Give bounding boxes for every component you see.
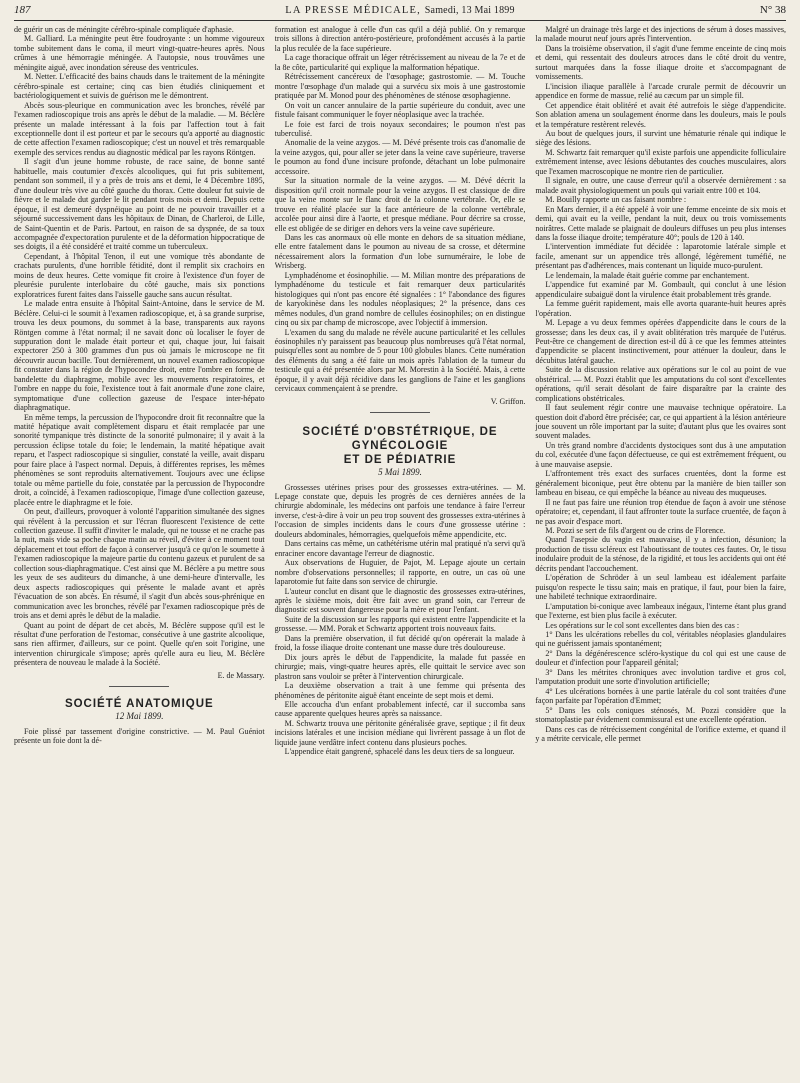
paragraph: Quand l'asepsie du vagin est mauvaise, il y a infection, désunion; la production de tissu scléreux est l'aboutissant de toutes ces fautes. Or, le tissu inodulaire produit de la sténose, de la rigidité, et tous les accidents qui ont été décrits pendant l'accouchement. bbox=[535, 535, 786, 573]
paragraph: Un très grand nombre d'accidents dystociques sont dus à une amputation du col, exécutée d'une façon défectueuse, ce qui est extrêmement fréquent, ou à une mauvaise asepsie. bbox=[535, 440, 786, 469]
paragraph: M. Pozzi se sert de fils d'argent ou de crins de Florence. bbox=[545, 526, 726, 536]
paragraph: Dans la troisième observation, il s'agit d'une femme enceinte de cinq mois et demi, qui ressentait des douleurs atroces dans le côté droit du ventre, surtout marquées dans la fosse iliaque droite et s'accompagnant de vomissements. bbox=[535, 43, 786, 82]
paragraph: Cet appendice était oblitéré et avait été autrefois le siège d'appendicite. Son ablation amena un soulagement énorme dans les douleurs, mais le pouls et la température restèrent relevés. bbox=[535, 100, 786, 129]
journal-title bbox=[74, 5, 726, 16]
paragraph: Le lendemain, la malade était guérie comme par enchantement. bbox=[545, 270, 750, 280]
paragraph: Le foie est farci de trois noyaux secondaires; le poumon n'est pas tuberculisé. bbox=[274, 119, 526, 138]
section-date: 12 Mai 1899. bbox=[115, 711, 164, 722]
paragraph: La femme guérit rapidement, mais elle avorta quarante-huit heures après l'opération. bbox=[535, 299, 786, 318]
column-2 bbox=[275, 25, 526, 1083]
paragraph: L'opération de Schröder à un seul lambeau est idéalement parfaite puisqu'on respecte le tissu sain; mais en pratique, il faut, pour bien la faire, une habileté technique extraordinaire. bbox=[535, 573, 786, 602]
paragraph: 5° Dans les cols coniques sténosés, M. Pozzi considère que la stomatoplastie par évidement commissural est une excellente opération. bbox=[535, 705, 786, 725]
paragraph: L'incision iliaque parallèle à l'arcade crurale permit de découvrir un appendice en forme de massue, relié au cæcum par un simple fil. bbox=[535, 81, 786, 101]
section-heading bbox=[275, 425, 526, 467]
paragraph: M. Galliard. La méningite peut être foudroyante : un homme vigoureux tombe subitement dans le coma, il meurt vingt-quatre-heures après. Nous crûmes à une hémorragie méningée. A l'autopsie, nous trouvâmes une méningite aiguë, avec inondation séreuse des ventricules. bbox=[14, 34, 265, 72]
paragraph: Suite de la discussion sur les rapports qui existent entre l'appendicite et la grossesse. — MM. Porak et Schwartz apportent trois nouveaux faits. bbox=[274, 614, 526, 634]
paragraph: Anomalie de la veine azygos. — M. Dévé présente trois cas d'anomalie de la veine azygos, qui, pour aller se jeter dans la veine cave supérieure, traverse le poumon au fond d'une incisure profonde, détachant un lobe pulmonaire accessoire. bbox=[274, 138, 526, 176]
page-number: 187 bbox=[14, 4, 31, 16]
paragraph: L'examen du sang du malade ne révèle aucune particularité et les cellules éosinophiles n'y paraissent pas beaucoup plus nombreuses qu'à l'état normal, puisqu'elles sont au nombre de 5 pour 100 globules blancs. Cette numération des éléments du sang a été faite un mois après l'ablation de la tumeur du testicule qui a été présentée alors par M. Morestin à la Société. Mais, à cette époque, il y avait déjà récidive dans les ganglions de l'aine et les ganglions cervicaux commençaient à se prendre. bbox=[274, 327, 526, 394]
paragraph: Dans ces cas de rétrécissement congénital de l'orifice externe, et quand il y a métrite cervicale, elle permet bbox=[535, 724, 786, 743]
paragraph: Malgré un drainage très large et des injections de sérum à doses massives, la malade mourut neuf jours après l'intervention. bbox=[535, 25, 786, 44]
paragraph: Foie plissé par tassement d'origine constrictive. — M. Paul Guéniot présente un foie dont la dé- bbox=[14, 726, 265, 746]
paragraph: Aux observations de Huguier, de Pajot, M. Lepage ajoute un certain nombre d'observations personnelles; il rapporte, en outre, un cas où une laparotomie fut faite dans son service de chirurgie. bbox=[274, 558, 526, 587]
paragraph: M. Schwartz trouva une péritonite généralisée grave, septique ; il fit deux incisions latérales et une incision médiane qui livrèrent passage à un flot de liquide jaune verdâtre infect contenu dans plusieurs poches. bbox=[274, 718, 526, 747]
paragraph: formation est analogue à celle d'un cas qu'il a déjà publié. On y remarque trois sillons à direction antéro-postérieure, profondément accusés à la partie la plus reculée de la face supérieure. bbox=[274, 25, 526, 53]
paragraph: Abcès sous-pleurique en communication avec les bronches, révélé par l'examen radioscopique trois ans après le début de la maladie. — M. Béclère présente un malade intéressant à la fois par l'affection tout à fait exceptionnelle dont il est porteur et par le secours qu'a apporté au diagnostic de cette affection l'examen radioscopique; c'est un nouvel et très remarquable exemple des services rendus au diagnostic médical par les rayons Röntgen. bbox=[14, 100, 265, 157]
paragraph: M. Bouilly rapporte un cas faisant nombre : bbox=[545, 195, 687, 205]
paragraph: Quant au point de départ de cet abcès, M. Béclère suppose qu'il est le résultat d'une perforation de l'estomac, consécutive à une gastrite alcoolique, sans rien affirmer, d'ailleurs, sur ce point. Quelle qu'en soit l'origine, une intervention chirurgicale s'impose; après qu'elle aura eu lieu, M. Béclère présentera de nouveau le malade à la Société. bbox=[14, 620, 265, 668]
paragraph: Au bout de quelques jours, il survint une hématurie rénale qui indique le siège des lésions. bbox=[535, 128, 786, 148]
divider bbox=[109, 686, 169, 687]
paragraph: L'intervention immédiate fut décidée : laparotomie latérale simple et facile, amenant sur un appendice très allongé, légèrement tuméfié, ne présentant pas d'adhérences, mais contenant un liquide muco-purulent. bbox=[535, 242, 786, 271]
paragraph: On peut, d'ailleurs, provoquer à volonté l'apparition simultanée des signes qui révèlent à la percussion et sur l'écran fluorescent l'existence de cette collection gazeuse. Il suffit d'inviter le malade, qui ne tousse et ne crache pas la nuit, mais vide sa poche chaque matin au réveil, d'éviter à ce moment tout déplacement et tout effort de façon à conserver jusqu'à ce qu'on le soumette à l'examen radioscopique la majeure partie du contenu gazeux et purulent de sa collection sous-diaphragmatique. C'est ainsi que M. Béclère a pu mettre sous les yeux de ses auditeurs du dimanche, à une demi-heure d'intervalle, les deux aspects radioscopiques qui présente le malade avant et après l'évacuation de son abcès. En résumé, il s'agit d'un abcès sous-phrénique en communication avec les bronches, révélé par l'examen radioscopique près de trois ans et demi après le début de la maladie. bbox=[14, 507, 265, 621]
paragraph: Dans la première observation, il fut décidé qu'on opérerait la malade à froid, la fosse iliaque droite contenant une masse dure très douloureuse. bbox=[274, 633, 526, 653]
paragraph: Le malade entra ensuite à l'hôpital Saint-Antoine, dans le service de M. Béclère. Celui-ci le soumit à l'examen radioscopique, et, à sa grande surprise, trouva les deux poumons, du sommet à la base, transparents aux rayons Röntgen comme à l'état normal; il ne savait donc où localiser le foyer de suppuration dont le malade était porteur et qui, chaque jour, lui faisait expectorer 250 à 300 grammes d'un pus où jamais le microscope ne fit découvrir aucun bacille. Tout dernièrement, un nouvel examen radioscopique fit constater dans la région de l'hypocondre droit, entre l'ombre en forme de bandelette du diaphragme, mobile avec les mouvements respiratoires, et l'ombre en nappe du foie, l'existence tout à fait anormale d'une zone claire, symptomatique d'une collection gazeuse de l'espace inter-hépato diaphragmatique. bbox=[14, 299, 265, 413]
paragraph: En même temps, la percussion de l'hypocondre droit fit reconnaître que la matité hépatique avait complètement disparu et était remplacée par une sonorité tympanique très distincte de la sonorité pulmonaire; il y avait à la percussion éclipse totale du foie; le lendemain, la matité hépatique avait reparu, et l'aspect radioscopique si singulier, constaté la veille, avait disparu pour faire place à l'aspect normal. Depuis, à différentes reprises, les mêmes phénomènes se sont reproduits alternativement. Toujours avec une éclipse totale ou même partielle du foie, constatée par la percussion de l'hypocondre droit, a coïncidé, à l'examen radioscopique, l'image d'une collection gazeuse, placée entre le diaphragme et le foie. bbox=[14, 412, 265, 507]
column-3 bbox=[535, 25, 786, 1083]
paragraph: Lymphadénome et éosinophilie. — M. Milian montre des préparations de lymphadénome du testicule et fait remarquer deux particularités histologiques qui n'ont pas encore été signalées : 1° l'abondance des figures de karyokinèse dans les nodules néoplasiques; 2° la présence, dans ces mêmes nodules, d'un grand nombre de cellules éosinophiles; on en distingue cinq ou six par champ de microscope, avec l'objectif à immersion. bbox=[274, 270, 526, 328]
section-heading-line-2: ET DE PÉDIATRIE bbox=[343, 454, 457, 467]
paragraph: L'appendice fut examiné par M. Gombault, qui conclut à une lésion appendiculaire subaiguë dont la virulence était probablement très grande. bbox=[535, 280, 786, 299]
paragraph: M. Lepage a vu deux femmes opérées d'appendicite dans le cours de la grossesse; dans les deux cas, il y avait oblitération très marquée de l'utérus. Peut-être ce changement de direction est-il dû à ce que les femmes atteintes d'appendicite se placent instinctivement, pour atténuer la douleur, dans le décubitus latéral gauche. bbox=[535, 318, 786, 365]
paragraph: Suite de la discussion relative aux opérations sur le col au point de vue obstétrical. — M. Pozzi établit que les amputations du col sont d'excellentes opérations, qu'il serait désolant de faire disparaître par la crainte des complications obstétricales. bbox=[535, 365, 786, 403]
paragraph: L'auteur conclut en disant que le diagnostic des grossesses extra-utérines, après le sixième mois, doit être fait avec un grand soin, car l'erreur de diagnostic est souvent dangereuse pour la mère et pour l'enfant. bbox=[274, 586, 526, 615]
running-header bbox=[14, 4, 786, 21]
paragraph: Il faut seulement régir contre une mauvaise technique opératoire. La question doit d'abord être précisée; car, ce qui appartient à la lésion antérieure joue souvent un rôle important par la suite; d'autant plus que les ovaires sont souvent malades. bbox=[535, 403, 786, 441]
paragraph: Les opérations sur le col sont excellentes dans bien des cas : bbox=[545, 620, 740, 630]
paragraph: Dix jours après le début de l'appendicite, la malade fut passée en chirurgie; mais, vingt-quatre heures après, elle quittait le service avec son plastron sans vouloir se prêter à l'intervention chirurgicale. bbox=[274, 652, 526, 681]
paragraph: Il s'agit d'un jeune homme robuste, de race saine, de bonne santé habituelle, mais coutumier d'excès alcooliques, qui fut pris subitement, pendant son sommeil, il y a près de trois ans et demi, le 4 Décembre 1895, d'une douleur très vive au côté gauche du thorax. Cette douleur fut suivie de fièvre et le malade dut garder le lit pendant trois mois et demi. Depuis cette époque, il est demeuré dyspnéique au point de ne pouvoir travailler et a séjourné successivement dans les hôpitaux de Dinan, de Charleroi, de Lille, de Saint-Quentin et de Paris. Partout, en raison de sa dyspnée, de sa toux accompagnée d'expectoration purulente et de la déformation hippocratique de ses doigts, il a été considéré et traité comme un tuberculeux. bbox=[14, 157, 265, 252]
author-signature: V. Griffon. bbox=[490, 396, 526, 406]
paragraph: Il signale, en outre, une cause d'erreur qu'il a observée dernièrement : sa malade avait physiologiquement un pouls qui variait entre 100 et 104. bbox=[535, 176, 786, 195]
paragraph: L'appendice était gangrené, sphacelé dans les deux tiers de sa longueur. bbox=[284, 747, 515, 757]
paragraph: Sur la situation normale de la veine azygos. — M. Dévé décrit la disposition qu'il croit normale pour la veine azygos. Il est classique de dire que la veine monte sur le flanc droit de la colonne vertébrale. Or, elle se trouve en réalité placée sur la face antérieure de la colonne vertébrale, accolée pour ainsi dire à l'aorte, et presque médiane. Pour décrire sa crosse, elle est obligée de se diriger en dehors vers la veine cave supérieure. bbox=[274, 176, 526, 233]
paragraph: Dans certains cas même, un cathétérisme utérin mal pratiqué n'a servi qu'à enraciner encore davantage l'erreur de diagnostic. bbox=[274, 539, 526, 558]
text-columns bbox=[14, 25, 786, 1083]
paragraph: Elle accoucha d'un enfant probablement infecté, car il succomba sans cause apparente quelques heures après sa naissance. bbox=[274, 700, 526, 719]
column-1 bbox=[14, 25, 265, 1083]
section-heading-line-1: SOCIÉTÉ D'OBSTÉTRIQUE, DE GYNÉCOLOGIE bbox=[302, 426, 498, 453]
paragraph: Dans les cas anormaux où elle monte en dehors de sa situation médiane, elle entre fatalement dans le poumon au niveau de sa crosse, et détermine nécessairement alors la formation d'un lobe surnuméraire, le lobe de Wrisberg. bbox=[274, 232, 526, 271]
paragraph: de guérir un cas de méningite cérébro-spinale compliquée d'aphasie. bbox=[14, 25, 234, 34]
paragraph: M. Schwartz fait remarquer qu'il existe parfois une appendicite folliculaire extrêmement intense, avec lésions débutantes des couches musculaires, alors que l'examen macroscopique ne montre rien de particulier. bbox=[535, 147, 786, 176]
paragraph: La cage thoracique offrait un léger rétrécissement au niveau de la 7e et de la 8e côte, particularité qui explique la malformation hépatique. bbox=[274, 53, 526, 72]
author-signature: E. de Massary. bbox=[217, 670, 265, 680]
paragraph: En Mars dernier, il a été appelé à voir une femme enceinte de six mois et demi, qui avait eu la veille, pendant la nuit, deux ou trois vomissements noirâtres. Cette malade se plaignait de douleurs diffuses un peu plus intenses dans la fosse iliaque droite; température 40°; pouls de 120 à 140. bbox=[535, 204, 786, 242]
paragraph: Cependant, à l'hôpital Tenon, il eut une vomique très abondante de crachats purulents, d'une horrible fétidité, dont il remplit six crachoirs en moins de deux heures. Cette vomique fit croire à l'existence d'un foyer de pleurésie purulente interlobaire du côté gauche, mais six ponctions exploratrices furent faites dans l'aisselle gauche sans aucun résultat. bbox=[14, 251, 265, 299]
divider bbox=[370, 412, 430, 413]
paragraph: L'affrontement très exact des surfaces cruentées, dont la forme est généralement biconique, peut être obtenu par la manière de bien tailler son lambeau en biseau, ce qui empêche la béance au niveau des muqueuses. bbox=[535, 469, 786, 498]
section-heading: SOCIÉTÉ ANATOMIQUE bbox=[64, 698, 214, 711]
paragraph: Il ne faut pas faire une réunion trop étendue de façon à avoir une sténose opératoire; et, cependant, il faut affronter toute la surface cruentée, de façon à ne pas avoir d'espace mort. bbox=[535, 497, 786, 526]
paragraph: M. Netter. L'efficacité des bains chauds dans le traitement de la méningite cérébro-spinale est certaine; cinq cas bien étudiés cliniquement et bactériologiquement et suivis de guérison me le démontrent. bbox=[14, 72, 265, 101]
paragraph: On voit un cancer annulaire de la partie supérieure du conduit, avec une fistule faisant communiquer le foyer néoplasique avec la trachée. bbox=[274, 100, 526, 120]
paragraph: Grossesses utérines prises pour des grossesses extra-utérines. — M. Lepage constate que, depuis les progrès de ces dernières années de la chirurgie abdominale, les médecins ont parfois une tendance à faire l'erreur inverse, c'est-à-dire à voir un peu trop souvent des grossesses extra-utérines à l'occasion de simples incidents dans le cours d'une grossesse utérine : douleurs abdominales, hémorragies, quelquefois même appendicite, etc. bbox=[274, 482, 526, 539]
issue-date: Samedi, 13 Mai 1899 bbox=[424, 5, 515, 16]
paragraph: La deuxième observation a trait à une femme qui présenta des phénomènes de péritonite aiguë étant enceinte de sept mois et demi. bbox=[274, 681, 526, 700]
paragraph: 4° Les ulcérations bornées à une partie latérale du col sont traitées d'une façon parfaite par l'opération d'Emmet; bbox=[535, 686, 786, 706]
paragraph: L'amputation bi-conique avec lambeaux inégaux, l'interne étant plus grand que l'externe, est bien plus facile à exécuter. bbox=[535, 601, 786, 621]
paragraph: 3° Dans les métrites chroniques avec involution tardive et gros col, l'amputation produit une sorte d'involution artificielle; bbox=[535, 667, 786, 687]
paragraph: Rétrécissement cancéreux de l'œsophage; gastrostomie. — M. Touche montre l'œsophage d'un malade qui a survécu six mois à une gastrostomie pratiquée par M. Monod pour des phénomènes de sténose œsophagienne. bbox=[274, 72, 526, 101]
section-date: 5 Mai 1899. bbox=[378, 467, 422, 478]
issue-number: N° 38 bbox=[759, 4, 786, 16]
paragraph: 1° Dans les ulcérations rebelles du col, véritables néoplasies glandulaires qui ne guérissent jamais spontanément; bbox=[535, 630, 786, 649]
paragraph: 2° Dans la dégénérescence scléro-kystique du col qui est une cause de douleur et d'infection pour l'appareil génital; bbox=[535, 648, 786, 668]
journal-name: LA PRESSE MÉDICALE, bbox=[285, 5, 421, 16]
